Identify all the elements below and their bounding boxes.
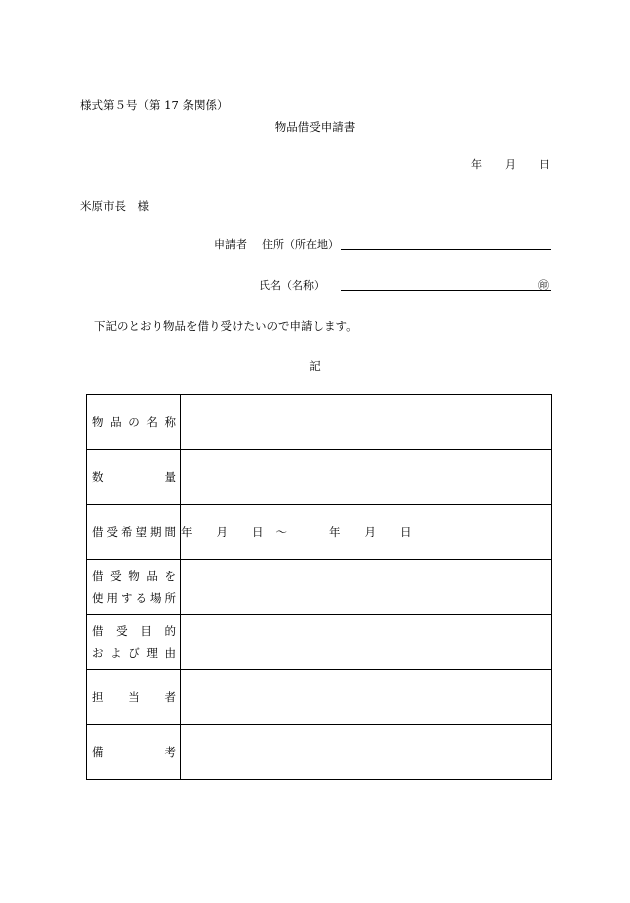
table-row <box>87 725 552 780</box>
table-row <box>87 450 552 505</box>
tilde: ～ <box>275 525 287 539</box>
purpose-field[interactable] <box>181 615 552 670</box>
request-statement: 下記のとおり物品を借り受けたいので申請します。 <box>94 319 358 333</box>
location-field[interactable] <box>181 560 552 615</box>
person-in-charge-field[interactable] <box>181 670 552 725</box>
item-name-field[interactable] <box>181 395 552 450</box>
seal-mark: ㊞ <box>538 279 549 292</box>
document-title: 物品借受申請書 <box>274 120 356 134</box>
person-in-charge-label-cell <box>87 670 181 725</box>
item-name-label-cell <box>87 395 181 450</box>
address-label: 住所（所在地） <box>262 238 339 251</box>
applicant-name-row <box>259 277 325 293</box>
quantity-label: 数量 <box>92 470 176 484</box>
applicant-address-row <box>214 236 339 252</box>
start-month: 月 <box>216 525 228 539</box>
start-day: 日 <box>252 525 264 539</box>
table-row <box>87 395 552 450</box>
quantity-label-cell <box>87 450 181 505</box>
location-label-cell <box>87 560 181 615</box>
end-month: 月 <box>364 525 376 539</box>
table-row <box>87 670 552 725</box>
date-year: 年 <box>471 158 482 171</box>
table-row <box>87 560 552 615</box>
applicant-label: 申請者 <box>214 238 247 251</box>
table-row <box>87 615 552 670</box>
period-label: 借受希望期間 <box>92 525 176 539</box>
purpose-label-line1: 借受目的 <box>92 624 176 638</box>
purpose-label-cell <box>87 615 181 670</box>
quantity-field[interactable] <box>181 450 552 505</box>
name-field[interactable] <box>341 290 551 291</box>
table-row <box>87 505 552 560</box>
address-field[interactable] <box>341 249 551 250</box>
end-day: 日 <box>400 525 412 539</box>
period-label-cell <box>87 505 181 560</box>
date-day: 日 <box>539 158 550 171</box>
person-in-charge-label: 担当者 <box>92 690 176 704</box>
remarks-label-cell <box>87 725 181 780</box>
purpose-label-line2: および理由 <box>92 646 176 660</box>
date-month: 月 <box>505 158 516 171</box>
location-label-line2: 使用する場所 <box>92 591 176 605</box>
ki-heading: 記 <box>309 359 321 373</box>
start-year: 年 <box>181 525 193 539</box>
addressee: 米原市長 様 <box>80 199 149 213</box>
name-label: 氏名（名称） <box>259 279 325 292</box>
period-field[interactable] <box>181 505 552 560</box>
remarks-field[interactable] <box>181 725 552 780</box>
location-label-line1: 借受物品を <box>92 569 176 583</box>
date-line <box>471 156 550 172</box>
application-table <box>86 394 552 780</box>
item-name-label: 物品の名称 <box>92 415 176 429</box>
form-number: 様式第５号（第 17 条関係） <box>80 98 229 112</box>
remarks-label: 備考 <box>92 745 176 759</box>
end-year: 年 <box>329 525 341 539</box>
